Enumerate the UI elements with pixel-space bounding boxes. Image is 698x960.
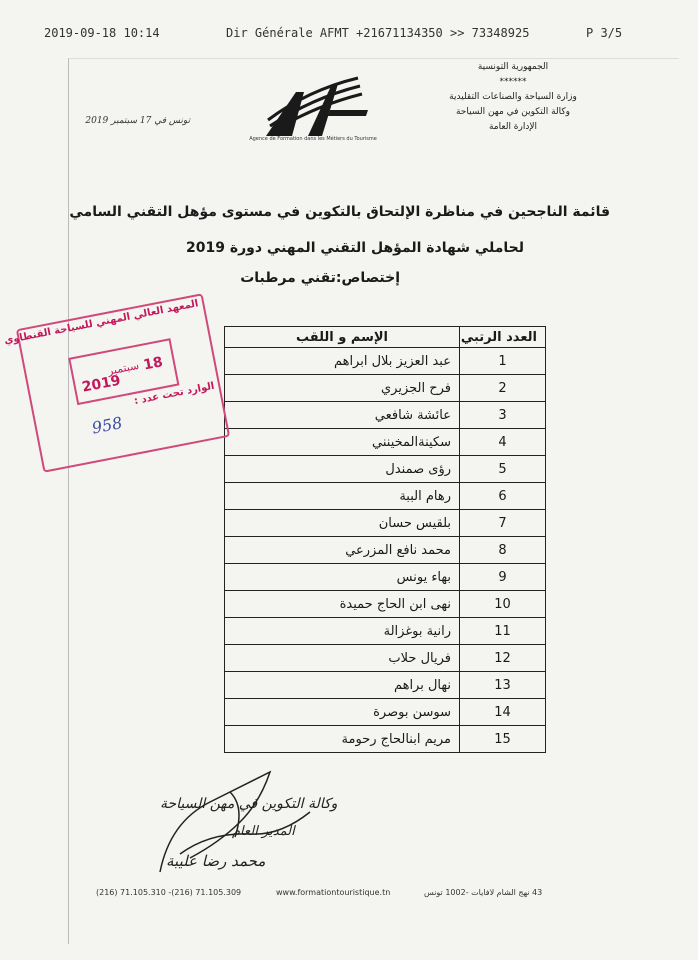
fax-sender: Dir Générale AFMT +21671134350 >> 73348925: [226, 26, 530, 40]
name-cell: سوسن بوصرة: [225, 699, 460, 726]
stamp-institution: المعهد العالي المهني للسياحة القنطاوي: [3, 298, 200, 347]
name-cell: فريال حلاب: [225, 645, 460, 672]
ministry-line: الجمهورية التونسية: [477, 62, 549, 72]
table-row: [225, 375, 546, 402]
rank-cell: 6: [460, 483, 546, 510]
table-row: [225, 618, 546, 645]
ministry-line: وكالة التكوين في مهن السياحة: [455, 107, 571, 117]
rank-cell: 8: [460, 537, 546, 564]
document-title: قائمة الناجحين في مناظرة الإلتحاق بالتكوين في مستوى مؤهل التقني السامي: [69, 204, 610, 220]
table-row: [225, 348, 546, 375]
ministry-line: وزارة السياحة والصناعات التقليدية: [449, 92, 577, 102]
name-cell: مريم ابنالحاج رحومة: [225, 726, 460, 753]
ministry-line: ******: [499, 77, 527, 87]
stamp-day: 18: [142, 354, 165, 374]
rank-cell: 12: [460, 645, 546, 672]
table-row: [225, 672, 546, 699]
table-row: [225, 510, 546, 537]
rank-cell: 4: [460, 429, 546, 456]
ministry-header: [428, 60, 598, 135]
rank-cell: 7: [460, 510, 546, 537]
rank-cell: 3: [460, 402, 546, 429]
name-cell: رانية بوغزالة: [225, 618, 460, 645]
results-table: [224, 326, 546, 753]
name-cell: سكينةالمخينني: [225, 429, 460, 456]
rank-cell: 14: [460, 699, 546, 726]
name-cell: عبد العزيز بلال ابراهم: [225, 348, 460, 375]
fax-header: [0, 26, 698, 46]
stamp-year: 2019: [80, 372, 122, 396]
signature-role: المدير العام: [232, 824, 295, 839]
signature-agency: وكالة التكوين في مهن السياحة: [160, 796, 338, 812]
name-cell: نهى ابن الحاج حميدة: [225, 591, 460, 618]
name-cell: رهام الببة: [225, 483, 460, 510]
header-rank: العدد الرتبي: [460, 327, 546, 348]
rank-cell: 5: [460, 456, 546, 483]
ministry-line: الإدارة العامة: [488, 122, 538, 132]
name-cell: نهال براهم: [225, 672, 460, 699]
table-row: [225, 456, 546, 483]
footer-website: www.formationtouristique.tn: [276, 888, 391, 897]
table-row: [225, 564, 546, 591]
logo-caption: Agence de Formation dans les Métiers du Tourisme: [249, 136, 377, 142]
name-cell: رؤى صمندل: [225, 456, 460, 483]
rank-cell: 13: [460, 672, 546, 699]
rank-cell: 9: [460, 564, 546, 591]
rank-cell: 11: [460, 618, 546, 645]
name-cell: عائشة شافعي: [225, 402, 460, 429]
stamp-month: سبتمبر: [106, 358, 141, 378]
stamp-label: الوارد تحت عدد :: [133, 380, 216, 408]
document-date: تونس في 17 سبتمبر 2019: [85, 116, 190, 126]
table-header-row: [225, 327, 546, 348]
table-row: [225, 726, 546, 753]
stamp-number: 958: [90, 413, 124, 438]
table-row: [225, 591, 546, 618]
table-row: [225, 699, 546, 726]
specialty-title: إختصاص:تقني مرطبات: [240, 270, 400, 286]
rank-cell: 1: [460, 348, 546, 375]
name-cell: بلقيس حسان: [225, 510, 460, 537]
table-row: [225, 645, 546, 672]
name-cell: بهاء يونس: [225, 564, 460, 591]
name-cell: محمد نافع المزرعي: [225, 537, 460, 564]
signature-name: محمد رضا عليبة: [166, 852, 266, 870]
table-row: [225, 429, 546, 456]
header-name: الإسم و اللقب: [225, 327, 460, 348]
document-subtitle: لحاملي شهادة المؤهل التقني المهني دورة 2019: [186, 240, 524, 256]
table-row: [225, 537, 546, 564]
fax-page-number: P 3/5: [586, 26, 623, 40]
footer-address: 43 نهج الشام لافايات -1002 تونس: [424, 888, 543, 897]
rank-cell: 10: [460, 591, 546, 618]
table-row: [225, 483, 546, 510]
name-cell: فرح الجزيري: [225, 375, 460, 402]
fax-datetime: 2019-09-18 10:14: [44, 26, 160, 40]
rank-cell: 15: [460, 726, 546, 753]
table-row: [225, 402, 546, 429]
footer-phones: (216) 71.105.310 -(216) 71.105.309: [96, 888, 242, 897]
rank-cell: 2: [460, 375, 546, 402]
